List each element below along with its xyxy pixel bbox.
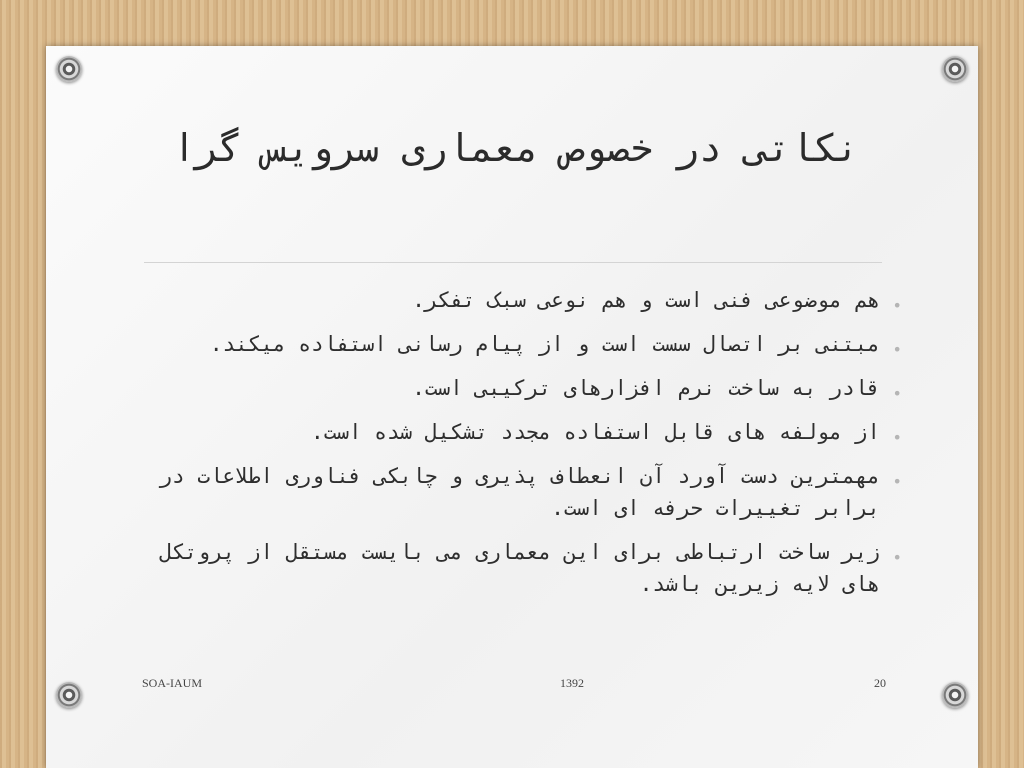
bullet-text: مبتنی بر اتصال سست است و از پیام رسانی استفاده میکند. xyxy=(209,332,880,356)
bullet-item xyxy=(158,328,904,360)
pin-bottom-right-icon xyxy=(942,682,968,708)
slide xyxy=(46,46,978,768)
bullet-text: قادر به ساخت نرم افزارهای ترکیبی است. xyxy=(412,376,880,400)
footer-left-text: SOA-IAUM xyxy=(142,676,202,690)
bullet-dot-icon: • xyxy=(892,340,904,359)
footer-center-text: 1392 xyxy=(560,676,584,690)
bullet-dot-icon: • xyxy=(892,384,904,403)
bullet-item xyxy=(158,416,904,448)
bullet-item xyxy=(158,460,904,524)
bullet-dot-icon: • xyxy=(892,296,904,315)
bullet-dot-icon: • xyxy=(892,428,904,447)
bullet-text: هم موضوعی فنی است و هم نوعی سبک تفکر. xyxy=(412,288,880,312)
title-divider xyxy=(144,262,882,263)
pin-top-left-icon xyxy=(56,56,82,82)
bullet-item xyxy=(158,372,904,404)
bullet-item xyxy=(158,536,904,600)
slide-title: نکاتی در خصوص معماری سرویس گرا xyxy=(172,126,860,170)
pin-top-right-icon xyxy=(942,56,968,82)
bullet-list xyxy=(158,284,904,612)
page-number: 20 xyxy=(874,676,886,690)
bullet-text: از مولفه های قابل استفاده مجدد تشکیل شده است. xyxy=(311,420,880,444)
bullet-item xyxy=(158,284,904,316)
bullet-dot-icon: • xyxy=(892,548,904,567)
pin-bottom-left-icon xyxy=(56,682,82,708)
bullet-dot-icon: • xyxy=(892,472,904,491)
bullet-text: مهمترین دست آورد آن انعطاف پذیری و چابکی فناوری اطلاعات در برابر تغییرات حرفه ای است. xyxy=(159,464,880,520)
bullet-text: زیر ساخت ارتباطی برای این معماری می بایست مستقل از پروتکل های لایه زیرین باشد. xyxy=(159,540,880,596)
